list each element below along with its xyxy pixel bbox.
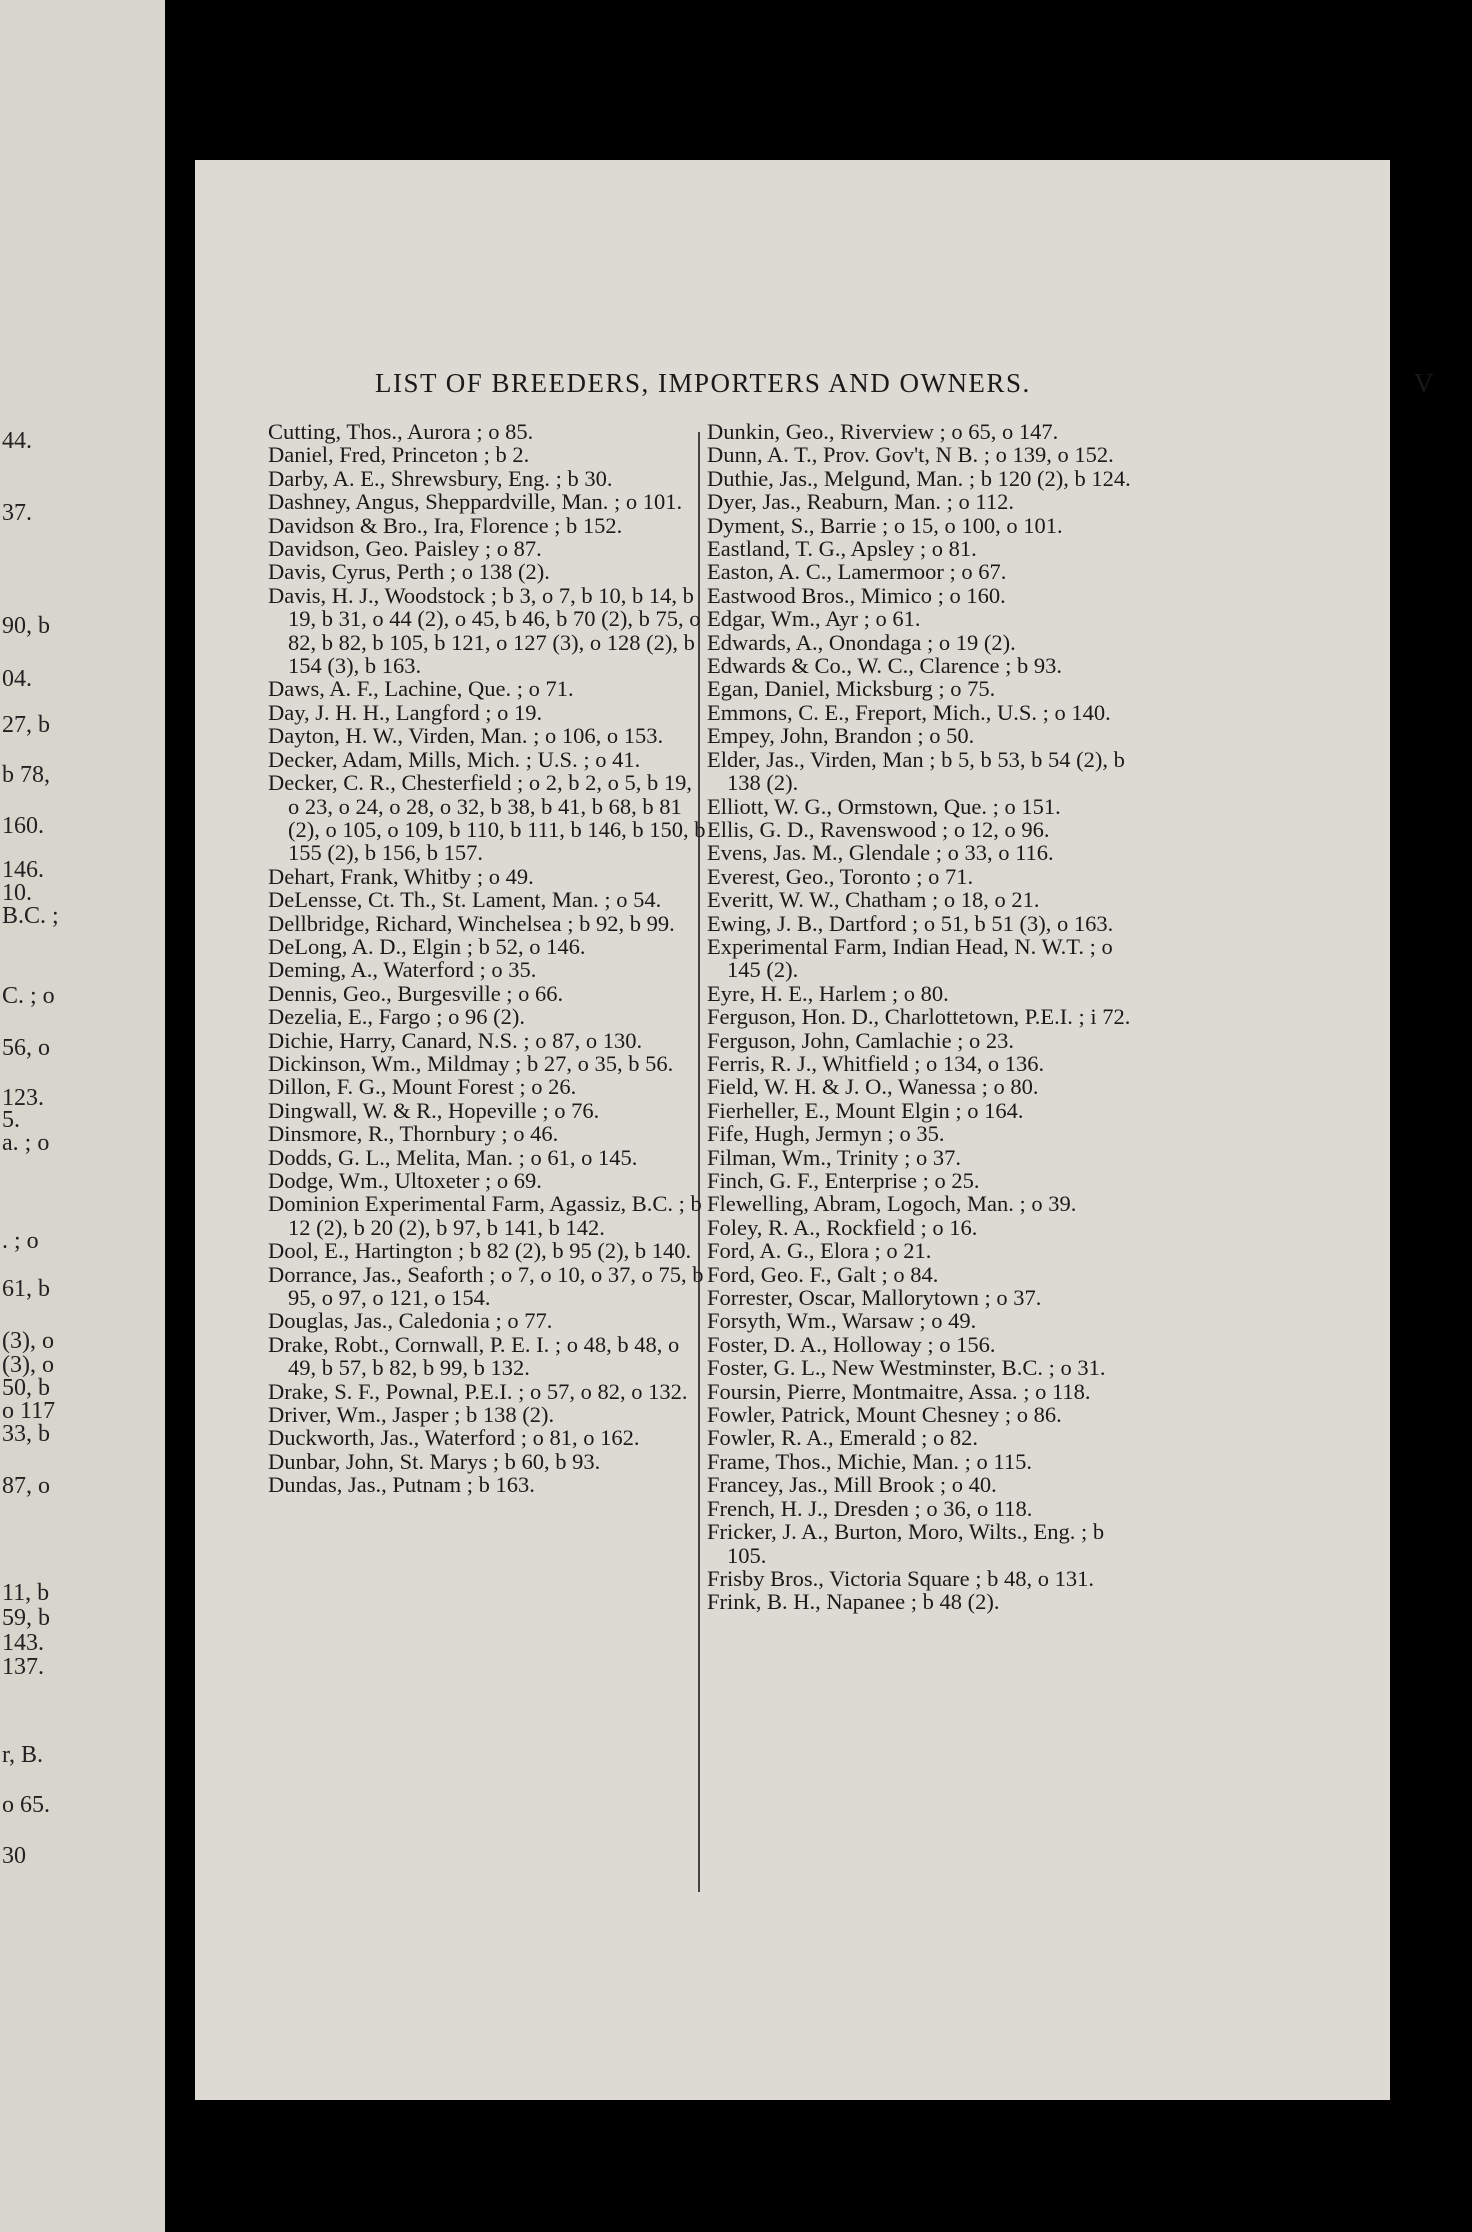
list-entry: Daws, A. F., Lachine, Que. ; o 71.: [268, 676, 574, 702]
facing-page-fragment: 04.: [2, 666, 32, 692]
facing-page-fragment: (3), o: [2, 1328, 54, 1354]
list-entry: Davis, H. J., Woodstock ; b 3, o 7, b 10, b 14, b 19, b 31, o 44 (2), o 45, b 46, b 70 (2), b 75, o 82, b 82, b 105, b 121, o 127 (3), o 128 (2), b 154 (3), b 163.: [268, 582, 701, 679]
list-entry: Foursin, Pierre, Montmaitre, Assa. ; o 118.: [707, 1378, 1091, 1404]
list-entry: Easton, A. C., Lamermoor ; o 67.: [707, 559, 1007, 585]
list-entry: Dellbridge, Richard, Winchelsea ; b 92, b 99.: [268, 910, 675, 936]
list-entry: Dodge, Wm., Ultoxeter ; o 69.: [268, 1168, 542, 1193]
list-entry: Day, J. H. H., Langford ; o 19.: [268, 699, 543, 725]
facing-page-fragment: o 117: [2, 1398, 56, 1424]
list-entry: Foster, G. L., New Westminster, B.C. ; o 31.: [707, 1355, 1106, 1381]
list-entry: Ford, Geo. F., Galt ; o 84.: [707, 1261, 939, 1287]
list-entry: Fife, Hugh, Jermyn ; o 35.: [707, 1121, 945, 1147]
list-entry: Fierheller, E., Mount Elgin ; o 164.: [707, 1097, 1024, 1123]
facing-page-fragment: 10.: [2, 880, 32, 906]
list-entry: Fowler, Patrick, Mount Chesney ; o 86.: [707, 1402, 1062, 1428]
facing-page-fragment: 61, b: [2, 1276, 50, 1302]
list-entry: Ferguson, Hon. D., Charlottetown, P.E.I. ; i 72.: [707, 1004, 1131, 1030]
running-head: LIST OF BREEDERS, IMPORTERS AND OWNERS.: [375, 368, 1031, 398]
list-entry: Experimental Farm, Indian Head, N. W.T. ; o 145 (2).: [707, 933, 1113, 983]
facing-page-fragment: 143.: [2, 1630, 44, 1656]
list-entry: French, H. J., Dresden ; o 36, o 118.: [707, 1495, 1033, 1521]
facing-page-fragment: C. ; o: [2, 983, 55, 1009]
list-entry: Emmons, C. E., Freport, Mich., U.S. ; o 140.: [707, 699, 1111, 725]
facing-page-fragment: 123.: [2, 1085, 44, 1111]
list-entry: Elder, Jas., Virden, Man ; b 5, b 53, b 54 (2), b 138 (2).: [707, 746, 1125, 796]
list-entry: Frisby Bros., Victoria Square ; b 48, o 131.: [707, 1565, 1094, 1591]
facing-page-fragment: . ; o: [2, 1228, 39, 1254]
list-entry: Field, W. H. & J. O., Wanessa ; o 80.: [707, 1074, 1039, 1100]
facing-page-fragment: 137.: [2, 1654, 44, 1680]
facing-page-fragment: o 65.: [2, 1792, 50, 1818]
facing-page-fragment: 11, b: [2, 1580, 50, 1606]
list-entry: Empey, John, Brandon ; o 50.: [707, 723, 975, 749]
list-entry: DeLong, A. D., Elgin ; b 52, o 146.: [268, 933, 586, 959]
list-entry: Egan, Daniel, Micksburg ; o 75.: [707, 676, 996, 702]
list-entry: Elliott, W. G., Ormstown, Que. ; o 151.: [707, 793, 1061, 819]
list-entry: Dehart, Frank, Whitby ; o 49.: [268, 863, 534, 889]
facing-page-fragment: r, B.: [2, 1742, 44, 1768]
list-entry: Decker, C. R., Chesterfield ; o 2, b 2, o 5, b 19, o 23, o 24, o 28, o 32, b 38, b 41, b 68, b 81 (2), o 105, o 109, b 110, b 111, b 146, b 150, b 155 (2), b 156, b 157.: [268, 770, 706, 866]
list-entry: Dayton, H. W., Virden, Man. ; o 106, o 153.: [268, 723, 664, 749]
list-entry: Everitt, W. W., Chatham ; o 18, o 21.: [707, 887, 1040, 913]
list-entry: Frame, Thos., Michie, Man. ; o 115.: [707, 1448, 1032, 1474]
list-entry: Frink, B. H., Napanee ; b 48 (2).: [707, 1589, 1000, 1615]
list-entry: Dorrance, Jas., Seaforth ; o 7, o 10, o 37, o 75, b 95, o 97, o 121, o 154.: [268, 1261, 704, 1311]
list-entry: Daniel, Fred, Princeton ; b 2.: [268, 442, 530, 468]
left-column: [268, 420, 708, 1497]
list-entry: Dyment, S., Barrie ; o 15, o 100, o 101.: [707, 512, 1063, 538]
list-entry: Filman, Wm., Trinity ; o 37.: [707, 1144, 962, 1170]
facing-page-fragment: 160.: [2, 813, 44, 839]
facing-page-fragment: B.C. ;: [2, 903, 59, 929]
list-entry: Eyre, H. E., Harlem ; o 80.: [707, 980, 949, 1006]
list-entry: Everest, Geo., Toronto ; o 71.: [707, 863, 974, 889]
list-entry: Dingwall, W. & R., Hopeville ; o 76.: [268, 1097, 600, 1123]
list-entry: Drake, Robt., Cornwall, P. E. I. ; o 48, b 48, o 49, b 57, b 82, b 99, b 132.: [268, 1331, 680, 1381]
list-entry: Forsyth, Wm., Warsaw ; o 49.: [707, 1308, 977, 1334]
list-entry: Finch, G. F., Enterprise ; o 25.: [707, 1168, 980, 1193]
list-entry: Decker, Adam, Mills, Mich. ; U.S. ; o 41.: [268, 746, 641, 772]
list-entry: Dool, E., Hartington ; b 82 (2), b 95 (2), b 140.: [268, 1238, 692, 1264]
list-entry: Dezelia, E., Fargo ; o 96 (2).: [268, 1004, 526, 1030]
list-entry: Davidson & Bro., Ira, Florence ; b 152.: [268, 512, 623, 538]
list-entry: Davis, Cyrus, Perth ; o 138 (2).: [268, 559, 550, 585]
facing-page-fragment: (3), o: [2, 1352, 54, 1378]
facing-page-fragment: b 78,: [2, 762, 50, 788]
facing-page-fragment: 87, o: [2, 1473, 50, 1499]
facing-page-fragment: a. ; o: [2, 1130, 50, 1156]
list-entry: Dillon, F. G., Mount Forest ; o 26.: [268, 1074, 577, 1100]
list-entry: Dominion Experimental Farm, Agassiz, B.C. ; b 12 (2), b 20 (2), b 97, b 141, b 142.: [268, 1191, 702, 1240]
list-entry: Dundas, Jas., Putnam ; b 163.: [268, 1472, 535, 1498]
list-entry: Dickinson, Wm., Mildmay ; b 27, o 35, b 56.: [268, 1050, 674, 1076]
page-header: [375, 368, 1435, 408]
list-entry: Edwards & Co., W. C., Clarence ; b 93.: [707, 653, 1062, 679]
facing-page-fragment: 5.: [2, 1107, 20, 1133]
list-entry: Dunkin, Geo., Riverview ; o 65, o 147.: [707, 419, 1059, 444]
list-entry: Dodds, G. L., Melita, Man. ; o 61, o 145.: [268, 1144, 638, 1170]
list-entry: Francey, Jas., Mill Brook ; o 40.: [707, 1472, 997, 1498]
list-entry: Duckworth, Jas., Waterford ; o 81, o 162.: [268, 1425, 640, 1451]
facing-page-fragment: 146.: [2, 857, 44, 883]
list-entry: Eastwood Bros., Mimico ; o 160.: [707, 582, 1006, 608]
list-entry: Deming, A., Waterford ; o 35.: [268, 957, 537, 983]
list-entry: Ewing, J. B., Dartford ; o 51, b 51 (3), o 163.: [707, 910, 1114, 936]
list-entry: Douglas, Jas., Caledonia ; o 77.: [268, 1308, 553, 1334]
list-entry: Dinsmore, R., Thornbury ; o 46.: [268, 1121, 559, 1147]
facing-page-fragment: 37.: [2, 500, 32, 526]
list-entry: Flewelling, Abram, Logoch, Man. ; o 39.: [707, 1191, 1077, 1217]
list-entry: Edgar, Wm., Ayr ; o 61.: [707, 606, 921, 632]
list-entry: Dennis, Geo., Burgesville ; o 66.: [268, 980, 564, 1006]
list-entry: DeLensse, Ct. Th., St. Lament, Man. ; o 54.: [268, 887, 662, 913]
list-entry: Cutting, Thos., Aurora ; o 85.: [268, 419, 534, 444]
list-entry: Fricker, J. A., Burton, Moro, Wilts., Eng. ; b 105.: [707, 1519, 1105, 1568]
facing-page-fragment: 27, b: [2, 712, 50, 738]
list-entry: Duthie, Jas., Melgund, Man. ; b 120 (2), b 124.: [707, 465, 1131, 491]
list-entry: Darby, A. E., Shrewsbury, Eng. ; b 30.: [268, 465, 613, 491]
facing-page-fragment: 56, o: [2, 1035, 50, 1061]
right-column: [707, 420, 1137, 1614]
list-entry: Eastland, T. G., Apsley ; o 81.: [707, 536, 977, 562]
list-entry: Ferguson, John, Camlachie ; o 23.: [707, 1027, 1015, 1053]
list-entry: Edwards, A., Onondaga ; o 19 (2).: [707, 629, 1016, 655]
list-entry: Davidson, Geo. Paisley ; o 87.: [268, 536, 542, 562]
list-entry: Evens, Jas. M., Glendale ; o 33, o 116.: [707, 840, 1054, 866]
list-entry: Foster, D. A., Holloway ; o 156.: [707, 1331, 996, 1357]
facing-page-edge: [0, 0, 165, 2232]
list-entry: Dichie, Harry, Canard, N.S. ; o 87, o 130.: [268, 1027, 643, 1053]
list-entry: Driver, Wm., Jasper ; b 138 (2).: [268, 1402, 555, 1428]
list-entry: Ford, A. G., Elora ; o 21.: [707, 1238, 932, 1264]
facing-page-fragment: 44.: [2, 428, 32, 454]
list-entry: Ferris, R. J., Whitfield ; o 134, o 136.: [707, 1050, 1045, 1076]
facing-page-fragment: 90, b: [2, 613, 50, 639]
list-entry: Foley, R. A., Rockfield ; o 16.: [707, 1214, 978, 1240]
list-entry: Dunbar, John, St. Marys ; b 60, b 93.: [268, 1448, 601, 1474]
list-entry: Drake, S. F., Pownal, P.E.I. ; o 57, o 82, o 132.: [268, 1378, 688, 1404]
list-entry: Ellis, G. D., Ravenswood ; o 12, o 96.: [707, 816, 1050, 842]
facing-page-fragment: 33, b: [2, 1421, 50, 1447]
list-entry: Dyer, Jas., Reaburn, Man. ; o 112.: [707, 489, 1014, 515]
facing-page-fragment: 59, b: [2, 1605, 50, 1631]
facing-page-fragment: 50, b: [2, 1375, 50, 1401]
list-entry: Dunn, A. T., Prov. Gov't, N B. ; o 139, o 152.: [707, 442, 1114, 468]
list-entry: Dashney, Angus, Sheppardville, Man. ; o 101.: [268, 489, 683, 515]
list-entry: Fowler, R. A., Emerald ; o 82.: [707, 1425, 978, 1451]
page-number: V: [1414, 368, 1435, 398]
facing-page-fragment: 30: [2, 1843, 26, 1869]
list-entry: Forrester, Oscar, Mallorytown ; o 37.: [707, 1285, 1042, 1311]
